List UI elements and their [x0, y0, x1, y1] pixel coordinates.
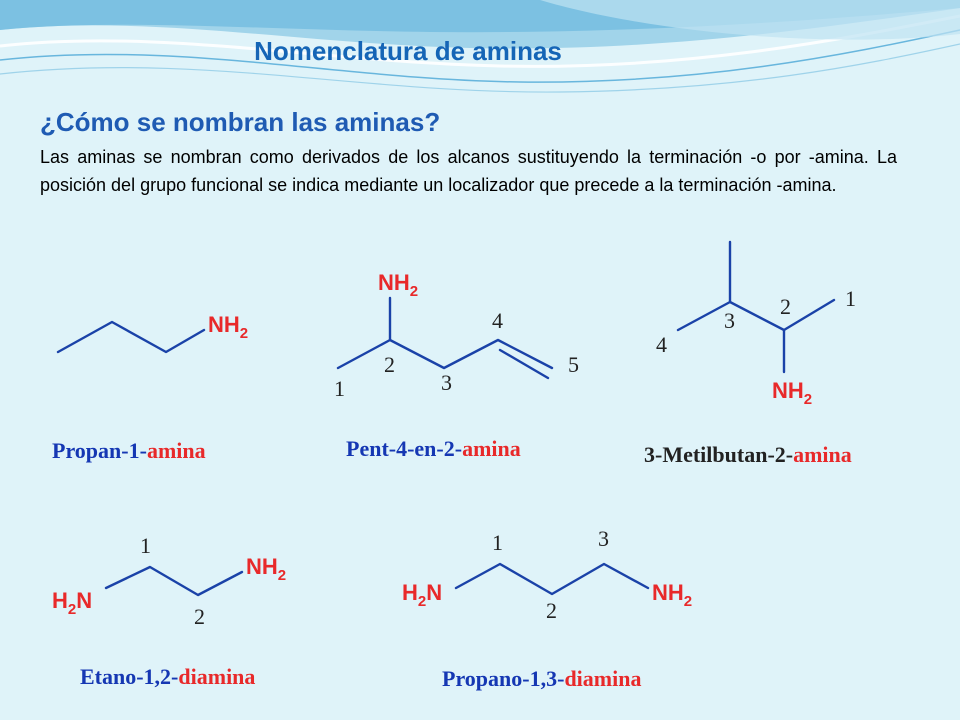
locant-4: 4 [492, 308, 503, 333]
locant-3: 3 [441, 370, 452, 395]
locant-1: 1 [140, 533, 151, 558]
carbon-chain [456, 564, 648, 594]
locant-1: 1 [334, 376, 345, 401]
name-etano-1-2-diamina: Etano-1,2-diamina [80, 664, 256, 689]
locant-5: 5 [568, 352, 579, 377]
name-propano-1-3-diamina: Propano-1,3-diamina [442, 666, 642, 691]
locant-1: 1 [845, 286, 856, 311]
locant-2: 2 [780, 294, 791, 319]
amine-group: $NH_2$ [772, 378, 813, 408]
locant-3: 3 [724, 308, 735, 333]
amine-group-left: $H_2N$ [402, 580, 443, 610]
locant-2: 2 [384, 352, 395, 377]
locant-1: 1 [492, 530, 503, 555]
locant-4: 4 [656, 332, 667, 357]
body-paragraph: Las aminas se nombran como derivados de los alcanos sustituyendo la terminación -o por -amina. La posición del grupo funcional se indica mediante un localizador que precede a la terminación -amina. [40, 147, 897, 195]
name-propan-1-amina: Propan-1-amina [52, 438, 206, 463]
locant-2: 2 [546, 598, 557, 623]
locant-2: 2 [194, 604, 205, 629]
section-question: ¿Cómo se nombran las aminas? [40, 107, 441, 137]
amine-group: $NH_2$ [208, 312, 249, 342]
name-pent-4-en-2-amina: Pent-4-en-2-amina [346, 436, 521, 461]
name-3-metilbutan-2-amina: 3-Metilbutan-2-amina [644, 442, 852, 467]
amine-group: $NH_2$ [378, 270, 419, 300]
amine-group-left: $H_2N$ [52, 588, 93, 618]
amine-group-right: $NH_2$ [246, 554, 287, 584]
locant-3: 3 [598, 526, 609, 551]
slide-title: Nomenclatura de aminas [254, 36, 562, 66]
amine-group-right: $NH_2$ [652, 580, 693, 610]
